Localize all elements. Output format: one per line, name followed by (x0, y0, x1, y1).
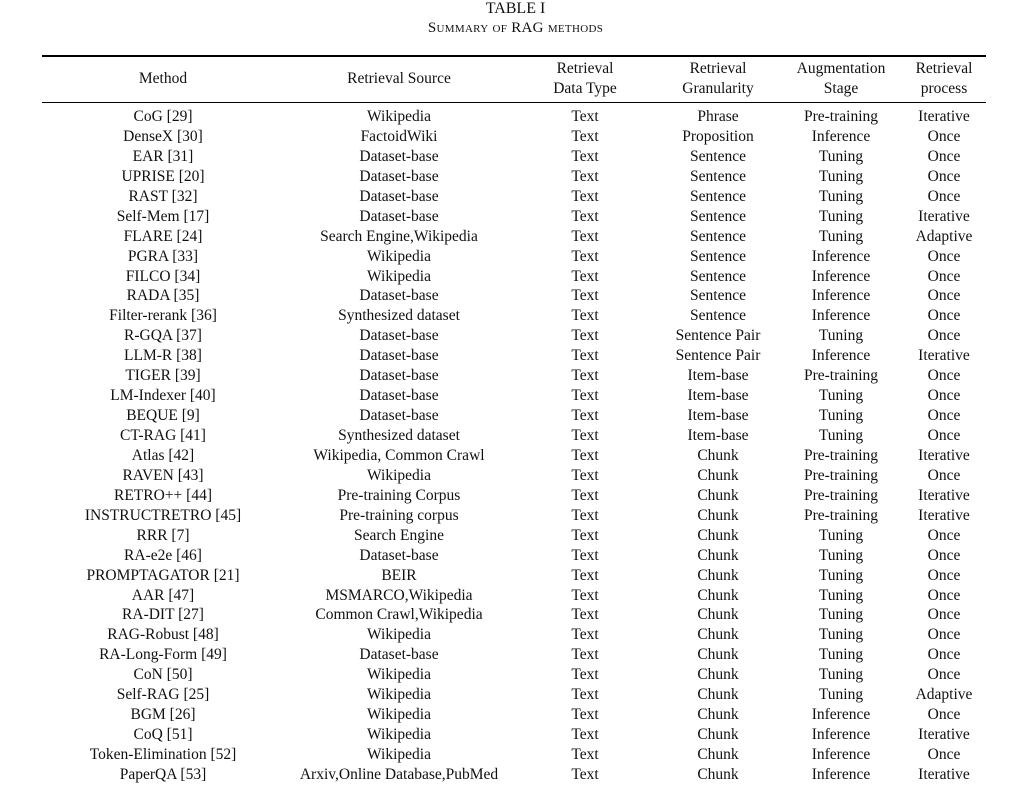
top-rule (42, 55, 986, 57)
cell-retrieval-process: Once (927, 407, 961, 425)
cell-data-type: Text (571, 347, 599, 365)
cell-data-type: Text (571, 307, 599, 325)
header-retrieval-process (902, 58, 986, 100)
cell-retrieval-source: Dataset-base (359, 546, 439, 564)
cell-retrieval-source: Wikipedia (367, 686, 431, 704)
header-process-line1: Retrieval (915, 60, 973, 77)
cell-method: RRR [7] (136, 526, 190, 544)
cell-augmentation-stage: Tuning (818, 407, 864, 425)
cell-retrieval-source: Wikipedia (367, 108, 431, 125)
cell-retrieval-source: Dataset-base (359, 387, 439, 405)
cell-retrieval-process: Once (927, 187, 961, 205)
cell-method: RAVEN [43] (122, 466, 204, 484)
cell-method: LLM-R [38] (124, 347, 202, 365)
cell-method: Token-Elimination [52] (89, 746, 237, 763)
cell-retrieval-process: Iterative (918, 347, 970, 365)
cell-augmentation-stage: Pre-training (803, 486, 879, 504)
cell-data-type: Text (571, 626, 599, 644)
table-row (42, 685, 986, 705)
cell-retrieval-process: Once (927, 387, 961, 405)
cell-granularity: Sentence Pair (675, 347, 761, 365)
header-stage-line2: Stage (823, 80, 859, 97)
table-label: TABLE I (485, 0, 546, 17)
cell-augmentation-stage: Inference (811, 746, 871, 763)
table-body (42, 107, 986, 785)
table-row (42, 546, 986, 566)
cell-augmentation-stage: Tuning (818, 586, 864, 604)
cell-granularity: Sentence Pair (675, 327, 761, 345)
cell-granularity: Chunk (697, 566, 739, 584)
header-row (42, 58, 986, 100)
cell-retrieval-process: Iterative (918, 765, 970, 783)
table-row (42, 566, 986, 586)
cell-granularity: Phrase (697, 108, 739, 125)
cell-augmentation-stage: Inference (811, 706, 871, 724)
cell-method: CT-RAG [41] (120, 427, 206, 444)
cell-granularity: Chunk (697, 606, 739, 624)
cell-granularity: Item-base (687, 387, 749, 405)
cell-granularity: Sentence (690, 287, 746, 305)
cell-augmentation-stage: Tuning (818, 566, 864, 584)
cell-retrieval-process: Iterative (918, 726, 970, 744)
header-augmentation-stage (780, 58, 902, 100)
cell-retrieval-source: Pre-training Corpus (337, 486, 461, 504)
table-row (42, 227, 986, 247)
table-row (42, 147, 986, 167)
cell-augmentation-stage: Tuning (818, 526, 864, 544)
cell-retrieval-process: Iterative (918, 108, 970, 125)
cell-data-type: Text (571, 566, 599, 584)
cell-augmentation-stage: Tuning (818, 227, 864, 245)
cell-data-type: Text (571, 207, 599, 225)
cell-granularity: Sentence (690, 147, 746, 165)
cell-method: LM-Indexer [40] (110, 387, 216, 405)
cell-retrieval-process: Once (927, 287, 961, 305)
cell-data-type: Text (571, 586, 599, 604)
table-row (42, 586, 986, 606)
cell-retrieval-source: Wikipedia (367, 666, 431, 684)
cell-retrieval-source: Dataset-base (359, 347, 439, 365)
table-row (42, 127, 986, 147)
table-row (42, 406, 986, 426)
cell-retrieval-source: Wikipedia (367, 726, 431, 744)
cell-data-type: Text (571, 267, 599, 285)
cell-retrieval-process: Once (927, 367, 961, 385)
cell-retrieval-source: Arxiv,Online Database,PubMed (299, 765, 499, 783)
cell-method: RA-Long-Form [49] (99, 646, 227, 664)
cell-granularity: Chunk (697, 686, 739, 704)
header-method (42, 58, 284, 100)
header-process-line2: process (920, 80, 968, 97)
cell-retrieval-source: Dataset-base (359, 646, 439, 664)
cell-augmentation-stage: Tuning (818, 147, 864, 165)
cell-granularity: Chunk (697, 746, 739, 763)
header-retrieval-source-label: Retrieval Source (347, 70, 451, 87)
cell-granularity: Sentence (690, 307, 746, 325)
table-row (42, 366, 986, 386)
cell-granularity: Chunk (697, 546, 739, 564)
cell-augmentation-stage: Pre-training (803, 466, 879, 484)
cell-retrieval-source: Wikipedia (367, 267, 431, 285)
cell-data-type: Text (571, 466, 599, 484)
cell-method: AAR [47] (131, 586, 195, 604)
cell-retrieval-source: Synthesized dataset (338, 427, 460, 444)
cell-retrieval-source: Dataset-base (359, 327, 439, 345)
cell-retrieval-source: Wikipedia (367, 706, 431, 724)
cell-augmentation-stage: Inference (811, 726, 871, 744)
cell-retrieval-source: Search Engine (354, 526, 444, 544)
cell-method: EAR [31] (132, 147, 194, 165)
header-granularity-line2: Granularity (682, 80, 754, 97)
cell-retrieval-source: Dataset-base (359, 287, 439, 305)
cell-retrieval-source: FactoidWiki (360, 127, 438, 145)
cell-retrieval-source: Dataset-base (359, 147, 439, 165)
table-row (42, 725, 986, 745)
cell-granularity: Sentence (690, 267, 746, 285)
cell-retrieval-process: Once (927, 466, 961, 484)
cell-data-type: Text (571, 646, 599, 664)
cell-retrieval-process: Iterative (918, 506, 970, 524)
cell-method: Self-Mem [17] (116, 207, 210, 225)
cell-retrieval-source: Dataset-base (359, 187, 439, 205)
cell-retrieval-process: Once (927, 706, 961, 724)
table-row (42, 526, 986, 546)
cell-augmentation-stage: Tuning (818, 646, 864, 664)
cell-retrieval-source: Dataset-base (359, 207, 439, 225)
cell-granularity: Chunk (697, 486, 739, 504)
table-row (42, 267, 986, 287)
cell-method: RAG-Robust [48] (107, 626, 219, 644)
table-row (42, 346, 986, 366)
cell-augmentation-stage: Inference (811, 267, 871, 285)
cell-augmentation-stage: Pre-training (803, 108, 879, 125)
cell-granularity: Chunk (697, 646, 739, 664)
table-row (42, 665, 986, 685)
table-row (42, 247, 986, 267)
cell-data-type: Text (571, 446, 599, 464)
cell-method: INSTRUCTRETRO [45] (84, 506, 242, 524)
table-row (42, 645, 986, 665)
cell-augmentation-stage: Tuning (818, 686, 864, 704)
cell-data-type: Text (571, 187, 599, 205)
cell-granularity: Chunk (697, 446, 739, 464)
cell-retrieval-process: Once (927, 427, 961, 444)
table-row (42, 167, 986, 187)
cell-data-type: Text (571, 147, 599, 165)
header-method-label: Method (138, 70, 188, 87)
cell-retrieval-process: Once (927, 127, 961, 145)
cell-retrieval-source: Wikipedia, Common Crawl (313, 446, 485, 464)
table-row (42, 625, 986, 645)
cell-retrieval-process: Once (927, 606, 961, 624)
cell-data-type: Text (571, 407, 599, 425)
table-row (42, 386, 986, 406)
cell-method: BGM [26] (130, 706, 196, 724)
cell-granularity: Sentence (690, 227, 746, 245)
cell-method: FILCO [34] (125, 267, 201, 285)
table-row (42, 187, 986, 207)
cell-data-type: Text (571, 427, 599, 444)
header-data-type-line2: Data Type (553, 80, 617, 97)
cell-augmentation-stage: Tuning (818, 427, 864, 444)
cell-retrieval-process: Once (927, 147, 961, 165)
cell-augmentation-stage: Tuning (818, 546, 864, 564)
cell-augmentation-stage: Inference (811, 347, 871, 365)
cell-augmentation-stage: Tuning (818, 167, 864, 185)
cell-retrieval-process: Once (927, 646, 961, 664)
cell-data-type: Text (571, 706, 599, 724)
cell-augmentation-stage: Inference (811, 127, 871, 145)
cell-augmentation-stage: Tuning (818, 387, 864, 405)
cell-granularity: Chunk (697, 466, 739, 484)
table-row (42, 506, 986, 526)
cell-augmentation-stage: Tuning (818, 187, 864, 205)
cell-data-type: Text (571, 167, 599, 185)
cell-data-type: Text (571, 726, 599, 744)
table-row (42, 486, 986, 506)
cell-data-type: Text (571, 108, 599, 125)
cell-retrieval-process: Adaptive (915, 686, 973, 704)
cell-method: FLARE [24] (123, 227, 203, 245)
header-granularity-line1: Retrieval (689, 60, 747, 77)
cell-retrieval-source: Wikipedia (367, 746, 431, 763)
cell-retrieval-source: Wikipedia (367, 247, 431, 265)
cell-retrieval-source: Common Crawl,Wikipedia (315, 606, 483, 624)
cell-method: RETRO++ [44] (114, 486, 212, 504)
cell-data-type: Text (571, 127, 599, 145)
cell-method: RADA [35] (126, 287, 200, 305)
cell-retrieval-process: Once (927, 327, 961, 345)
cell-retrieval-process: Once (927, 247, 961, 265)
cell-retrieval-source: BEIR (381, 566, 417, 584)
cell-retrieval-source: Search Engine,Wikipedia (320, 227, 478, 245)
cell-method: TIGER [39] (125, 367, 201, 385)
cell-data-type: Text (571, 327, 599, 345)
cell-retrieval-process: Adaptive (915, 227, 973, 245)
cell-data-type: Text (571, 765, 599, 783)
cell-data-type: Text (571, 367, 599, 385)
cell-granularity: Item-base (687, 427, 749, 444)
cell-method: BEQUE [9] (126, 407, 200, 425)
cell-data-type: Text (571, 686, 599, 704)
table-row (42, 426, 986, 446)
table-row (42, 765, 986, 785)
cell-granularity: Chunk (697, 506, 739, 524)
cell-augmentation-stage: Tuning (818, 327, 864, 345)
cell-data-type: Text (571, 606, 599, 624)
table-row (42, 446, 986, 466)
table-row (42, 745, 986, 765)
cell-retrieval-process: Once (927, 586, 961, 604)
cell-retrieval-process: Once (927, 626, 961, 644)
cell-method: R-GQA [37] (124, 327, 202, 345)
cell-method: CoG [29] (133, 108, 193, 125)
cell-augmentation-stage: Tuning (818, 626, 864, 644)
cell-retrieval-process: Iterative (918, 446, 970, 464)
header-retrieval-source (284, 58, 514, 100)
cell-granularity: Chunk (697, 706, 739, 724)
cell-method: Self-RAG [25] (116, 686, 210, 704)
header-data-type-line1: Retrieval (556, 60, 614, 77)
cell-data-type: Text (571, 227, 599, 245)
table-row (42, 705, 986, 725)
table-row (42, 466, 986, 486)
cell-data-type: Text (571, 506, 599, 524)
cell-method: DenseX [30] (123, 127, 203, 145)
cell-retrieval-process: Once (927, 167, 961, 185)
cell-data-type: Text (571, 526, 599, 544)
cell-retrieval-process: Iterative (918, 486, 970, 504)
cell-method: Atlas [42] (131, 446, 195, 464)
cell-data-type: Text (571, 546, 599, 564)
cell-method: RAST [32] (128, 187, 198, 205)
cell-augmentation-stage: Inference (811, 287, 871, 305)
cell-retrieval-process: Once (927, 526, 961, 544)
cell-granularity: Chunk (697, 726, 739, 744)
cell-method: CoQ [51] (133, 726, 193, 744)
cell-data-type: Text (571, 247, 599, 265)
cell-granularity: Chunk (697, 526, 739, 544)
cell-granularity: Proposition (682, 127, 754, 145)
table-row (42, 207, 986, 227)
table-row (42, 286, 986, 306)
cell-augmentation-stage: Pre-training (803, 446, 879, 464)
cell-method: PaperQA [53] (119, 765, 207, 783)
cell-data-type: Text (571, 746, 599, 763)
header-retrieval-granularity (656, 58, 780, 100)
cell-method: Filter-rerank [36] (109, 307, 217, 325)
header-retrieval-data-type (514, 58, 656, 100)
cell-granularity: Chunk (697, 586, 739, 604)
cell-retrieval-process: Once (927, 546, 961, 564)
cell-method: CoN [50] (133, 666, 193, 684)
cell-retrieval-source: Wikipedia (367, 626, 431, 644)
cell-retrieval-process: Iterative (918, 207, 970, 225)
cell-data-type: Text (571, 387, 599, 405)
cell-granularity: Sentence (690, 187, 746, 205)
cell-augmentation-stage: Pre-training (803, 367, 879, 385)
cell-method: UPRISE [20] (121, 167, 205, 185)
cell-augmentation-stage: Tuning (818, 207, 864, 225)
cell-retrieval-source: Wikipedia (367, 466, 431, 484)
cell-augmentation-stage: Tuning (818, 666, 864, 684)
table-row (42, 107, 986, 127)
cell-data-type: Text (571, 486, 599, 504)
table-row (42, 306, 986, 326)
cell-retrieval-process: Once (927, 307, 961, 325)
cell-method: PGRA [33] (127, 247, 199, 265)
cell-augmentation-stage: Tuning (818, 606, 864, 624)
cell-granularity: Chunk (697, 765, 739, 783)
cell-retrieval-process: Once (927, 566, 961, 584)
cell-retrieval-source: Pre-training corpus (339, 506, 459, 524)
cell-retrieval-source: Dataset-base (359, 167, 439, 185)
cell-granularity: Chunk (697, 626, 739, 644)
cell-augmentation-stage: Inference (811, 765, 871, 783)
cell-granularity: Item-base (687, 407, 749, 425)
cell-granularity: Chunk (697, 666, 739, 684)
cell-augmentation-stage: Inference (811, 307, 871, 325)
cell-granularity: Item-base (687, 367, 749, 385)
cell-method: RA-e2e [46] (124, 546, 202, 564)
cell-retrieval-source: MSMARCO,Wikipedia (325, 586, 473, 604)
cell-data-type: Text (571, 666, 599, 684)
table-header (42, 58, 986, 100)
cell-retrieval-source: Dataset-base (359, 367, 439, 385)
table-row (42, 326, 986, 346)
cell-retrieval-source: Synthesized dataset (338, 307, 460, 325)
cell-augmentation-stage: Inference (811, 247, 871, 265)
cell-granularity: Sentence (690, 247, 746, 265)
cell-granularity: Sentence (690, 167, 746, 185)
cell-augmentation-stage: Pre-training (803, 506, 879, 524)
table-title: Summary of RAG methods (427, 20, 604, 36)
cell-method: RA-DIT [27] (122, 606, 204, 624)
cell-data-type: Text (571, 287, 599, 305)
table-row (42, 605, 986, 625)
cell-retrieval-process: Once (927, 267, 961, 285)
cell-retrieval-source: Dataset-base (359, 407, 439, 425)
header-stage-line1: Augmentation (796, 60, 886, 77)
cell-method: PROMPTAGATOR [21] (86, 566, 240, 584)
cell-retrieval-process: Once (927, 746, 961, 763)
cell-granularity: Sentence (690, 207, 746, 225)
header-rule (42, 102, 986, 103)
cell-retrieval-process: Once (927, 666, 961, 684)
